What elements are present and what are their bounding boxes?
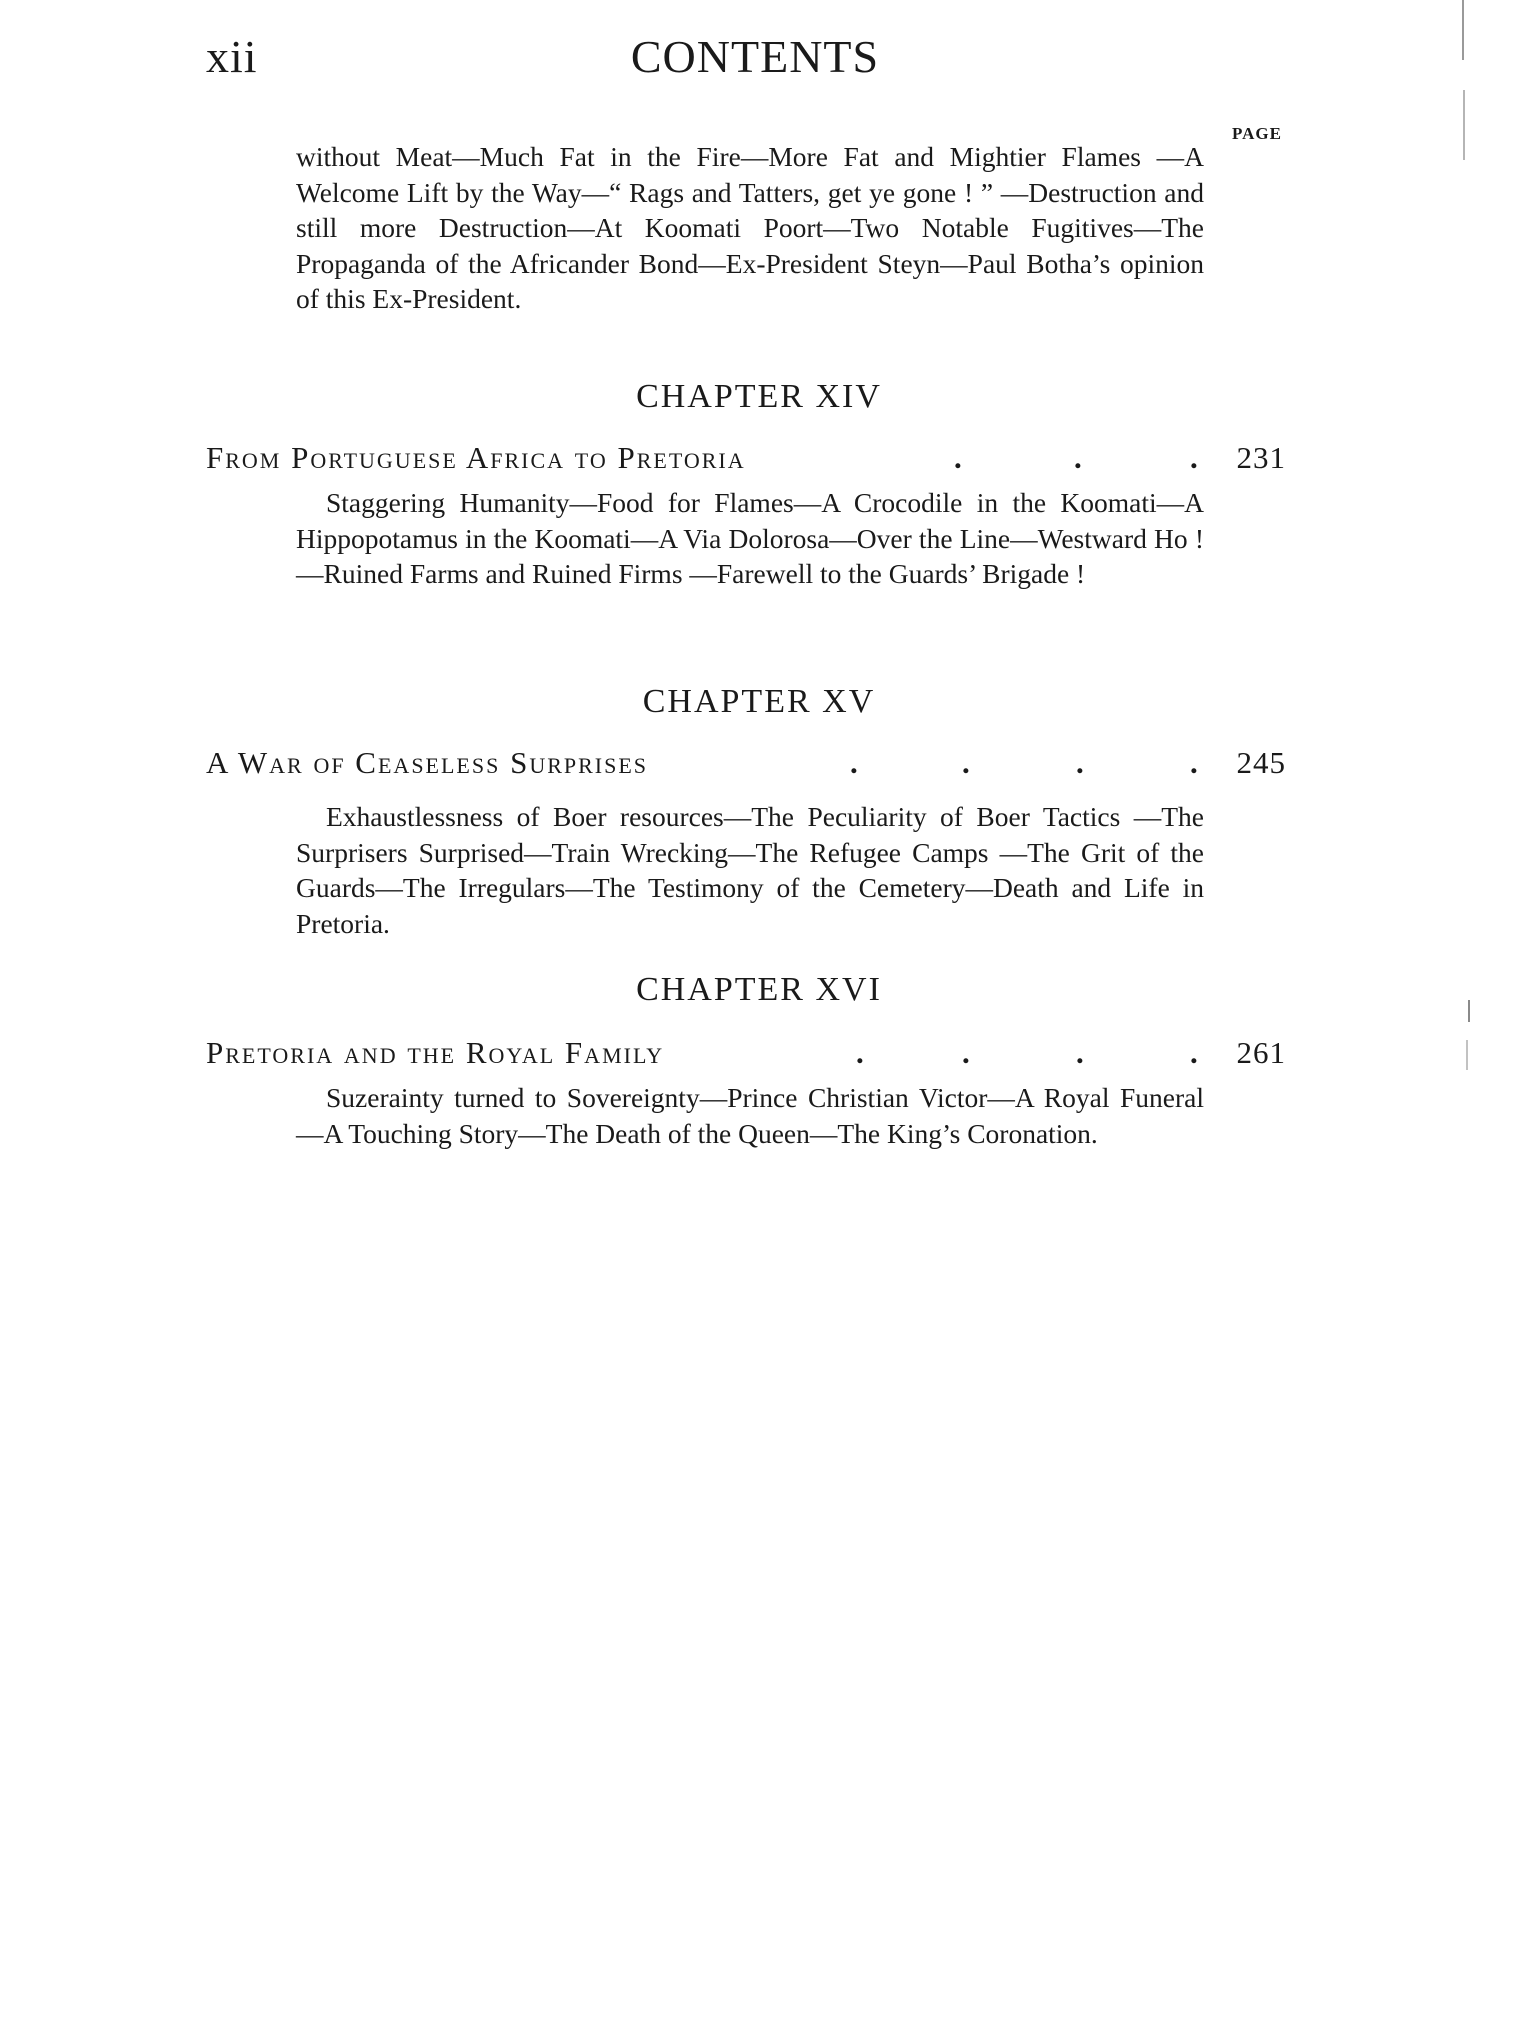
toc-entry[interactable]: From Portuguese Africa to Pretoria . . . 231 xyxy=(206,440,1286,475)
summary-text: Suzerainty turned to Sovereignty—Prince Christian Victor—A Royal Funeral—A Touching Story—The Death of the Queen—The King’s Coronation. xyxy=(296,1082,1204,1149)
page-folio: xii xyxy=(206,31,258,82)
chapter-number: CHAPTER XV xyxy=(642,683,876,720)
chapter-summary xyxy=(296,1080,1204,1151)
chapter-heading xyxy=(0,971,1524,1009)
page-number: 261 xyxy=(1236,1035,1286,1070)
toc-entry[interactable]: Pretoria and the Royal Family . . . . 261 xyxy=(206,1035,1286,1070)
toc-entry[interactable]: A War of Ceaseless Surprises . . . . 245 xyxy=(206,745,1286,780)
chapter-title: From Portuguese Africa to Pretoria xyxy=(206,440,746,475)
running-head xyxy=(0,30,1524,83)
running-head-title: CONTENTS xyxy=(630,31,880,82)
scan-edge-mark xyxy=(1468,1000,1470,1022)
scan-edge-mark xyxy=(1463,90,1465,160)
chapter-summary xyxy=(296,485,1204,592)
page-number: 245 xyxy=(1236,745,1286,780)
chapter-title: A War of Ceaseless Surprises xyxy=(206,745,649,780)
chapter-heading xyxy=(0,683,1524,721)
summary-text: Staggering Humanity—Food for Flames—A Crocodile in the Koomati—A Hippopotamus in the Koomati—A Via Dolorosa—Over the Line—Westward Ho !—Ruined Farms and Ruined Firms —Farewell to the Guards’ Brigade ! xyxy=(296,487,1204,589)
summary-text: without Meat—Much Fat in the Fire—More Fat and Mightier Flames —A Welcome Lift by the Way—“ Rags and Tatters, get ye gone ! ” —Destruction and still more Destruction—At Koomati Poort—Two Notable Fugitives—The Propaganda of the Africander Bond—Ex-President Steyn—Paul Botha’s opinion of this Ex-President. xyxy=(296,141,1204,314)
chapter-title: Pretoria and the Royal Family xyxy=(206,1035,665,1070)
page-number: 231 xyxy=(1236,440,1286,475)
scan-edge-mark xyxy=(1462,0,1464,60)
chapter-summary-continued xyxy=(296,139,1204,317)
chapter-number: CHAPTER XIV xyxy=(636,378,882,415)
chapter-heading xyxy=(0,378,1524,416)
chapter-number: CHAPTER XVI xyxy=(636,971,882,1008)
chapter-summary xyxy=(296,799,1204,941)
summary-text: Exhaustlessness of Boer resources—The Peculiarity of Boer Tactics —The Surprisers Surprised—Train Wrecking—The Refugee Camps —The Grit of the Guards—The Irregulars—The Testimony of the Cemetery—Death and Life in Pretoria. xyxy=(296,801,1204,939)
page-column-label: PAGE xyxy=(1232,124,1282,143)
scan-edge-mark xyxy=(1466,1040,1468,1070)
